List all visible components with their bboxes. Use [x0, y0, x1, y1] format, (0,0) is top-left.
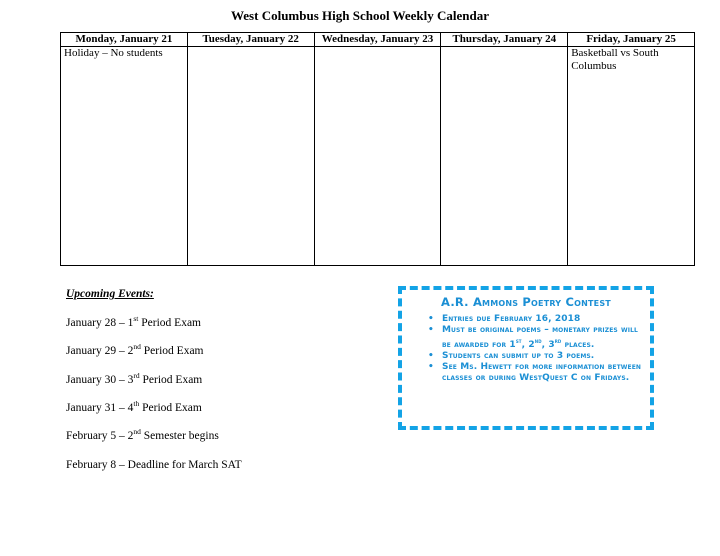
event-item	[66, 454, 242, 472]
contest-item	[428, 325, 644, 351]
event-text: January 29 – 2	[66, 345, 134, 358]
upcoming-events	[66, 288, 242, 482]
contest-ordinal: st	[515, 338, 522, 345]
day-header-thursday: Thursday, January 24	[441, 33, 568, 47]
event-ordinal: nd	[133, 427, 141, 437]
event-text-rest: Period Exam	[139, 373, 203, 386]
event-item	[66, 369, 242, 387]
event-item	[66, 397, 242, 415]
bullet-icon: •	[428, 314, 434, 324]
event-text-rest: Period Exam	[138, 316, 202, 329]
event-item	[66, 425, 242, 443]
day-cell-tuesday	[187, 47, 314, 266]
contest-ordinal: rd	[554, 338, 562, 345]
contest-item-text: Entries due February 16, 2018	[442, 314, 581, 324]
contest-item-text: , 2	[521, 340, 535, 350]
event-ordinal: nd	[133, 342, 141, 352]
day-header-friday: Friday, January 25	[568, 33, 695, 47]
bullet-icon: •	[428, 351, 434, 361]
day-cell-monday: Holiday – No students	[61, 47, 188, 266]
contest-item-text: Must be original poems – monetary prizes will be awarded for 1	[442, 325, 638, 350]
contest-list	[402, 314, 650, 384]
calendar-body-row	[61, 47, 695, 266]
event-text-rest: Period Exam	[139, 401, 202, 414]
upcoming-events-heading: Upcoming Events:	[66, 288, 154, 300]
contest-item	[428, 351, 644, 362]
weekly-calendar	[60, 32, 695, 266]
contest-item-text: See Ms. Hewett for more information between classes or during WestQuest C on Fridays.	[442, 362, 642, 383]
event-text: January 28 – 1	[66, 316, 134, 329]
event-text-rest: Semester begins	[140, 430, 219, 443]
event-item	[66, 340, 242, 358]
contest-title: A.R. Ammons Poetry Contest	[441, 295, 611, 309]
day-cell-thursday	[441, 47, 568, 266]
day-cell-friday: Basketball vs South Columbus	[568, 47, 695, 266]
contest-ordinal: nd	[534, 338, 542, 345]
event-text: February 5 – 2	[66, 430, 134, 443]
calendar-header-row	[61, 33, 695, 47]
event-text: February 8 – Deadline for March SAT	[66, 458, 242, 471]
event-text-rest: Period Exam	[140, 345, 204, 358]
bullet-icon: •	[428, 325, 434, 335]
contest-item	[428, 362, 644, 384]
contest-item-text: , 3	[541, 340, 555, 350]
event-text: January 31 – 4	[66, 401, 134, 414]
event-ordinal: rd	[133, 370, 140, 380]
event-ordinal: th	[133, 398, 140, 408]
day-cell-wednesday	[314, 47, 441, 266]
day-header-monday: Monday, January 21	[61, 33, 188, 47]
contest-item	[428, 314, 644, 325]
event-item	[66, 312, 242, 330]
poetry-contest-box	[398, 286, 654, 430]
page-title: West Columbus High School Weekly Calendar	[231, 8, 489, 23]
day-header-tuesday: Tuesday, January 22	[187, 33, 314, 47]
day-header-wednesday: Wednesday, January 23	[314, 33, 441, 47]
contest-item-text: places.	[561, 340, 595, 350]
event-text: January 30 – 3	[66, 373, 134, 386]
contest-item-text: Students can submit up to 3 poems.	[442, 351, 595, 361]
event-ordinal: st	[133, 314, 139, 323]
bullet-icon: •	[428, 362, 434, 372]
